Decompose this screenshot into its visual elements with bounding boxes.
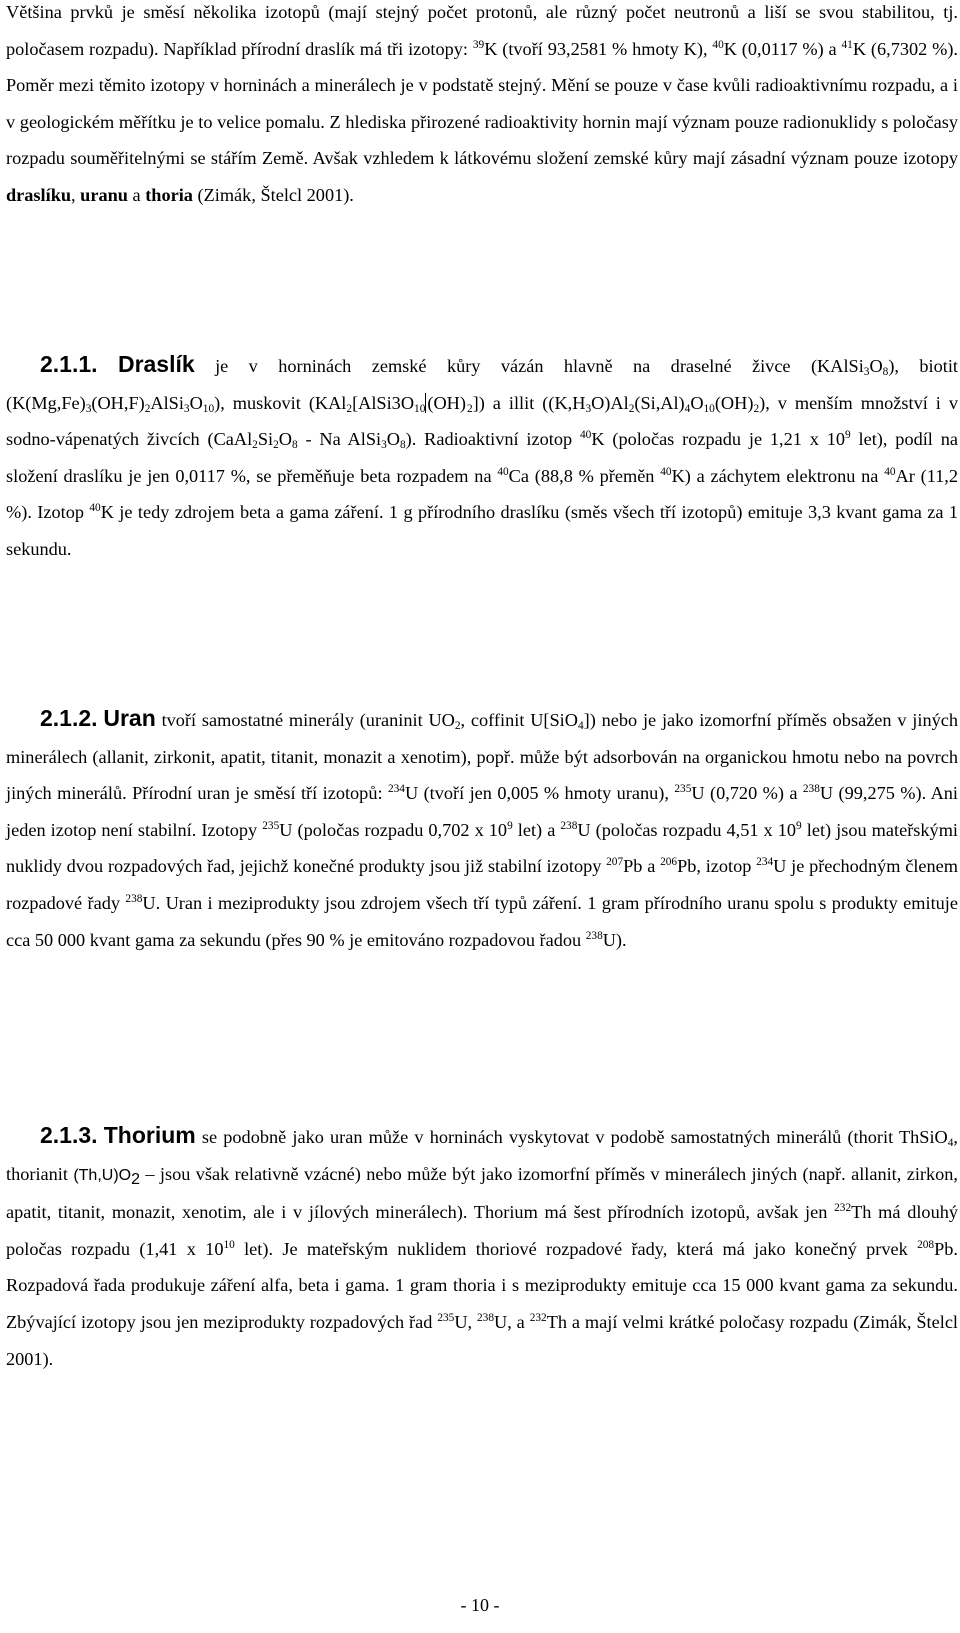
subscript: 10: [202, 402, 215, 415]
subscript: 10: [703, 402, 715, 415]
citation: (Zimák, Štelcl 2001).: [192, 184, 354, 205]
mass-number: 40: [89, 502, 101, 515]
subscript: 8: [882, 365, 889, 378]
section-uran: [6, 700, 958, 958]
text: (tvoří 93,2581 % hmoty K),: [497, 38, 713, 59]
mass-number: 40: [884, 465, 896, 478]
text: U (tvoří jen 0,005 % hmoty uranu),: [404, 783, 675, 804]
mass-number: 41: [841, 38, 853, 51]
section-title: Draslík: [117, 351, 195, 377]
subscript: 2: [131, 1170, 141, 1188]
text: (Si,Al): [634, 392, 685, 413]
subscript: 2: [466, 402, 473, 415]
text: U. Uran i meziprodukty jsou zdrojem všech tří typů záření. 1 gram přírodního uranu spolu s produkty emituje cca 50 000 kvant gama za sekundu (přes 90 % je emitováno rozpadovou řadou: [6, 892, 958, 950]
text: Pb, izotop: [677, 856, 757, 877]
text: U je přechodným členem rozpadové řady: [6, 856, 958, 913]
exponent: 9: [796, 819, 802, 832]
subscript: 3: [183, 402, 190, 415]
mass-number: 40: [712, 38, 724, 51]
text: Th má dlouhý poločas rozpadu (1,41 x 10: [6, 1202, 958, 1259]
text: [AlSi3O: [352, 392, 415, 413]
subscript: 2: [753, 402, 760, 415]
text: U (poločas rozpadu 4,51 x 10: [577, 819, 797, 840]
text: K: [852, 38, 867, 59]
text: O: [869, 356, 883, 376]
subscript: 2: [252, 439, 258, 452]
subscript: 2: [273, 439, 279, 452]
subscript: 8: [399, 439, 406, 452]
section-draslik: [6, 346, 958, 568]
text: Ca (88,8 % přeměn: [508, 465, 661, 486]
text: let) jsou mateřskými nuklidy dvou rozpadových řad, jejichž konečné produkty jsou již stabilní izotopy: [6, 819, 958, 877]
text: (OH): [714, 392, 754, 413]
subscript: 3: [85, 402, 92, 415]
subscript: 4: [577, 719, 584, 732]
text: U (0,720 %) a: [691, 783, 803, 804]
text: let) a: [512, 819, 561, 840]
mass-number: 238: [585, 929, 603, 942]
text: let), podíl na složení draslíku je jen 0,0117 %, se přeměňuje beta rozpadem na: [6, 429, 958, 486]
text: ]) nebo je jako izomorfní příměs obsažen v jiných minerálech (allanit, zirkonit, apatit, titanit, monazit a xenotim), popř. může být adsorbován na organickou hmotu nebo na povrch jiných minerálů. Přírodní uran je směsí tří izotopů:: [6, 710, 958, 804]
text: (OH,F): [91, 392, 145, 413]
subscript: 3: [863, 365, 870, 378]
text: Ar (11,2 %). Izotop: [6, 465, 959, 523]
text: Pb. Rozpadová řada produkuje záření alfa, beta i gama. 1 gram thoria i s meziprodukty emituje cca 15 000 kvant gama za sekundu. Zbývající izotopy jsou jen meziprodukty rozpadových řad: [6, 1238, 958, 1332]
text: ), v menším množství i v sodno-vápenatých živcích (CaAl: [6, 392, 958, 450]
text: Pb a: [623, 856, 661, 877]
text: K je tedy zdrojem beta a gama záření. 1 g přírodního draslíku (směs všech tří izotopů) emituje 3,3 kvant gama za 1 sekundu.: [6, 502, 958, 559]
text: O)Al: [591, 392, 629, 413]
mass-number: 206: [660, 856, 678, 869]
text: - Na AlSi: [297, 429, 382, 450]
subscript: 10: [414, 402, 426, 415]
text: U).: [602, 929, 627, 950]
section-thorium: [6, 1117, 958, 1377]
text: K: [723, 38, 737, 59]
text: ). Radioaktivní izotop: [405, 429, 580, 450]
subscript: 3: [381, 439, 387, 452]
text: ), muskovit (KAl: [214, 392, 347, 413]
text: K (poločas rozpadu je 1,21 x 10: [591, 429, 846, 450]
text: se podobně jako uran může v horninách vyskytovat v podobě samostatných minerálů (thorit ThSiO: [195, 1127, 948, 1147]
text: Většina prvků je směsí několika izotopů (mají stejný počet protonů, ale různý počet neutronů a liší se svou stabilitou, tj. poločasem rozpadu). Například přírodní draslík má tři izotopy:: [6, 2, 958, 59]
subscript: 2: [454, 719, 461, 732]
text: O: [189, 392, 203, 413]
text: O: [386, 429, 400, 450]
text: ,: [71, 184, 81, 205]
section-number: 2.1.2.: [40, 705, 98, 731]
text: K: [484, 38, 498, 59]
exponent: 10: [223, 1238, 235, 1251]
text: (0,0117 %) a: [736, 38, 842, 59]
mass-number: 238: [802, 783, 820, 796]
mass-number: 235: [674, 783, 692, 796]
text: U (99,275 %). Ani jeden izotop není stabilní. Izotopy: [6, 783, 958, 840]
text: , coffinit U[SiO: [460, 710, 578, 730]
text: Th a mají velmi krátké poločasy rozpadu (Zimák, Štelcl 2001).: [6, 1311, 959, 1369]
mass-number: 235: [437, 1311, 455, 1324]
subscript: 3: [585, 402, 592, 415]
text: K) a záchytem elektronu na: [671, 465, 885, 486]
bold-term-thorium: thoria: [145, 184, 193, 205]
text: O: [690, 392, 704, 413]
subscript: 2: [144, 402, 151, 415]
section-number: 2.1.1.: [40, 351, 98, 377]
exponent: 9: [845, 429, 851, 442]
mass-number: 238: [477, 1311, 494, 1324]
section-title: Thorium: [103, 1122, 196, 1148]
mass-number: 232: [529, 1311, 547, 1324]
text: je v horninách zemské kůry vázán hlavně na draselné živce (KAlSi: [194, 356, 864, 376]
mass-number: 39: [472, 38, 485, 51]
subscript: 4: [947, 1136, 954, 1149]
text: O: [278, 429, 292, 450]
bold-term-draslik: draslíku: [6, 184, 72, 205]
section-title: Uran: [103, 705, 156, 731]
text: AlSi: [150, 392, 184, 413]
intro-paragraph: [6, 0, 958, 214]
text: let). Je mateřským nuklidem thoriové rozpadové řady, která má jako konečný prvek: [234, 1238, 918, 1259]
mass-number: 238: [560, 819, 578, 832]
mass-number: 235: [262, 819, 280, 832]
text: tvoří samostatné minerály (uraninit UO: [155, 710, 455, 730]
text: (OH): [427, 392, 466, 413]
subscript: 8: [291, 439, 298, 452]
mass-number: 40: [579, 429, 592, 442]
mass-number: 207: [606, 856, 624, 869]
mass-number: 232: [834, 1202, 852, 1215]
page-number: - 10 -: [460, 1595, 500, 1615]
formula: (Th,U)O: [73, 1166, 132, 1184]
text: U,: [454, 1311, 477, 1332]
text: (6,7302 %). Poměr mezi těmito izotopy v horninách a minerálech je v podstatě stejný. Mění se pouze v čase kvůli radioaktivnímu rozpadu, a i v geologickém měřítku je to velice pomalu. Z hlediska přirozené radioaktivity hornin mají význam pouze radionuklidy s poločasy rozpadu souměřitelnými se stářím Země. Avšak vzhledem k látkovému složení zemské kůry mají zásadní význam pouze izotopy: [6, 38, 959, 169]
mass-number: 40: [660, 465, 672, 478]
text: a: [127, 184, 146, 205]
text: ), biotit (K(Mg,Fe): [6, 356, 958, 413]
mass-number: 234: [387, 783, 405, 796]
mass-number: 238: [125, 892, 143, 905]
text: U, a: [494, 1311, 530, 1332]
text: Si: [257, 429, 274, 450]
section-number: 2.1.3.: [40, 1122, 98, 1148]
bold-term-uran: uranu: [80, 184, 128, 205]
subscript: 2: [628, 402, 635, 415]
mass-number: 208: [917, 1238, 935, 1251]
mass-number: 234: [756, 856, 774, 869]
text: U (poločas rozpadu 0,702 x 10: [279, 819, 508, 840]
text: , thorianit: [6, 1127, 958, 1184]
text: ]) a illit ((K,H: [472, 392, 586, 413]
text: – jsou však relativně vzácné) nebo může být jako izomorfní příměs v minerálech jiných (např. allanit, zirkon, apatit, titanit, monazit, xenotim, ale i v jílových minerálech). Thorium má šest přírodních izotopů, avšak jen: [6, 1163, 958, 1223]
subscript: 2: [346, 402, 353, 415]
subscript: 4: [684, 402, 691, 415]
exponent: 9: [507, 819, 513, 832]
mass-number: 40: [497, 465, 509, 478]
